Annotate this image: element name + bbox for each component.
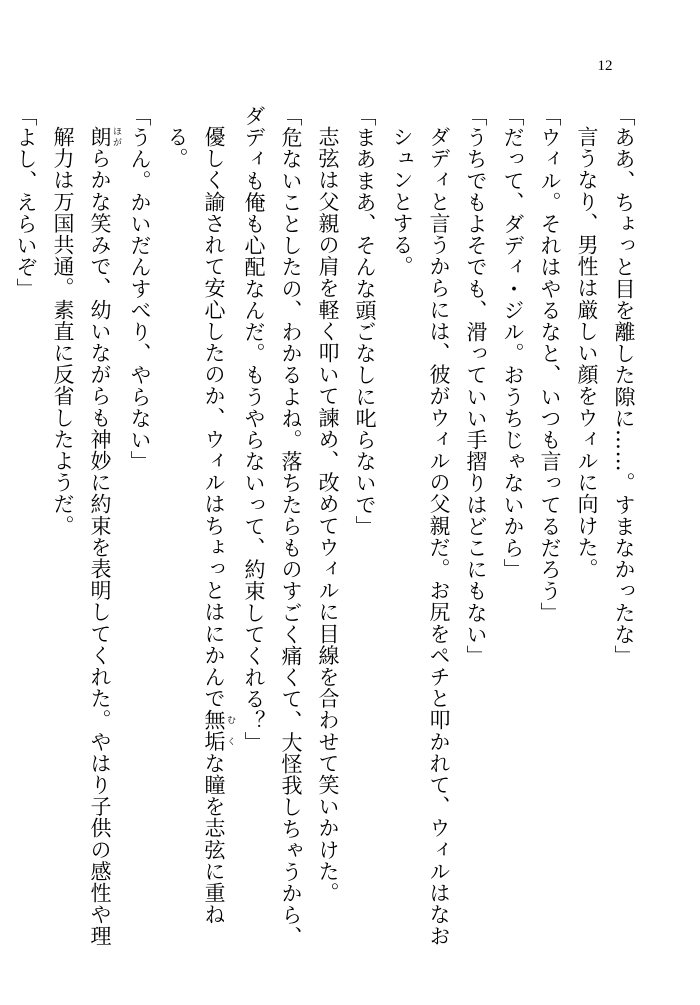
text-segment: 優しく諭されて安心したのか、ウィルはちょっとはにかんで bbox=[202, 126, 226, 710]
paragraph-3: 「だって、ダディ・ジル。おうちじゃないから」 bbox=[501, 105, 525, 581]
text-segment: な瞳を志弦に重ねる。 bbox=[165, 126, 226, 926]
paragraph-9 bbox=[158, 105, 235, 965]
paragraph-0: 「ああ、ちょっと目を離した隙に……。すまなかったな」 bbox=[612, 105, 636, 667]
paragraph-4: 「うちでもよそでも、滑っていい手摺りはどこにもない」 bbox=[464, 105, 488, 667]
ruby-word bbox=[202, 709, 235, 753]
paragraph-7: 志弦は父親の肩を軽く叩いて諫め、改めてウィルに目線を合わせて笑いかけた。 bbox=[316, 126, 340, 904]
page-number: 12 bbox=[597, 58, 613, 74]
ruby-base: 朗 bbox=[88, 126, 112, 148]
text-segment: らかな笑みで、幼いながらも神妙に約束を表明してくれた。やはり子供の感性や理解力は万国共通。素直に反省したようだ。 bbox=[51, 126, 112, 947]
paragraph-11 bbox=[44, 105, 121, 965]
ruby-reading: ほが bbox=[111, 126, 121, 148]
paragraph-6: 「まあまあ、そんな頭ごなしに叱らないで」 bbox=[353, 105, 377, 537]
paragraph-8: 「危ないことしたの、わかるよね。落ちたらものすごく痛くて、大怪我しちゃうから、ダディも俺も心配なんだ。もうやらないって、約束してくれる？」 bbox=[242, 105, 303, 948]
paragraph-2: 「ウィル。それはやるなと、いつも言ってるだろう」 bbox=[538, 105, 562, 624]
paragraph-12: 「よし、えらいぞ」 bbox=[14, 105, 38, 300]
ruby-word bbox=[88, 126, 121, 148]
paragraph-5: ダディと言うからには、彼がウィルの父親だ。お尻をペチと叩かれて、ウィルはなおシュンとする。 bbox=[390, 126, 451, 947]
ruby-reading: むく bbox=[225, 709, 235, 753]
paragraph-10: 「うん。かいだんすべり、やらない」 bbox=[128, 105, 152, 473]
paragraph-1: 言うなり、男性は厳しい顔をウィルに向けた。 bbox=[575, 126, 599, 580]
ruby-base: 無垢 bbox=[202, 709, 226, 753]
vertical-text-body bbox=[14, 105, 642, 965]
